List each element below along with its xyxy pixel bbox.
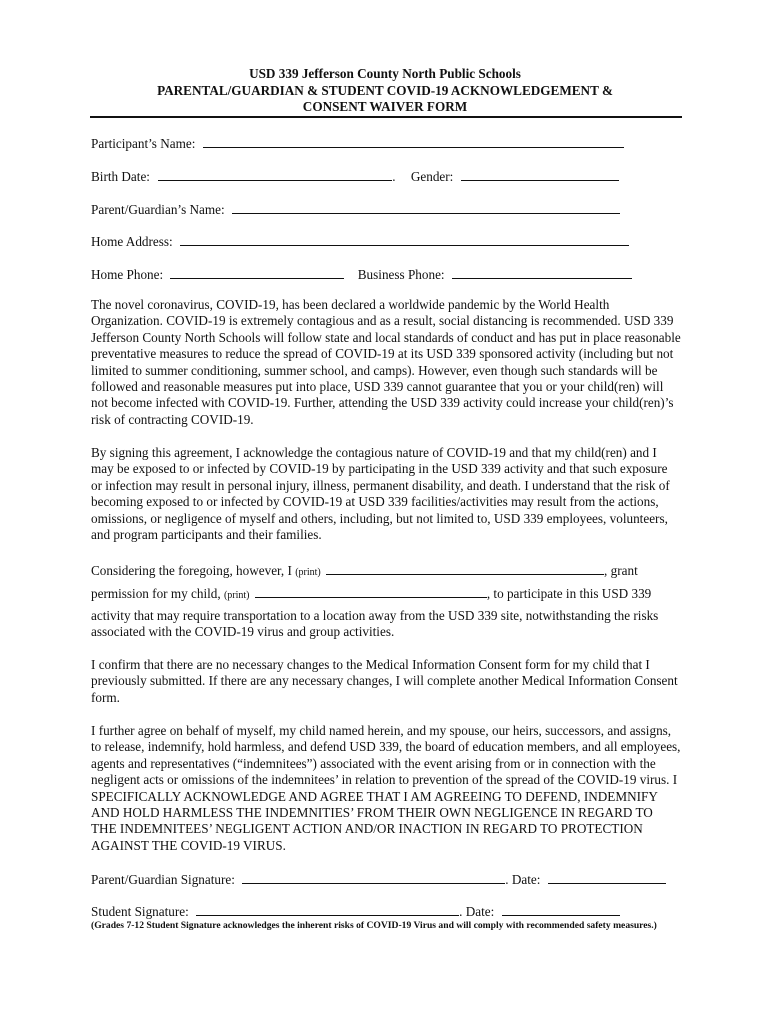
form-title-line-2: CONSENT WAIVER FORM <box>302 99 468 114</box>
participate-text: , to participate in this USD 339 <box>486 586 652 601</box>
parent-date-label: . Date: <box>505 872 541 887</box>
header-divider <box>90 116 682 118</box>
parent-print-name-field[interactable] <box>326 560 604 575</box>
print-label-child: (print) <box>223 590 250 601</box>
acknowledgement-paragraph: By signing this agreement, I acknowledge the contagious nature of COVID-19 and that my child(ren) and I may be exposed to or infected by COVID-19 by participating in the USD 339 activity and that such exposure or infection may result in personal injury, illness, permanent disability, and death. I understand that the risk of becoming exposed to or infected by COVID-19 at USD 339 facilities/activities may result from the actions, omissions, or negligence of myself and others, including, but not limited to, USD 339 employees, volunteers, and program participants and their families. <box>91 445 670 543</box>
student-signature-footnote: (Grades 7-12 Student Signature acknowledges the inherent risks of COVID-19 Virus and will comply with recommended safety measures.) <box>91 920 657 931</box>
home-address-row <box>91 231 629 251</box>
birth-gender-row <box>91 166 619 186</box>
transportation-paragraph: activity that may require transportation to a location away from the USD 339 site, notwithstanding the risks associated with the COVID-19 virus and group activities. <box>91 608 659 640</box>
student-signature-field[interactable] <box>196 901 459 916</box>
parent-date-field[interactable] <box>548 869 666 884</box>
student-signature-row <box>91 901 620 921</box>
child-print-name-field[interactable] <box>255 583 487 598</box>
parent-signature-label: Parent/Guardian Signature: <box>91 872 235 887</box>
district-title: USD 339 Jefferson County North Public Schools <box>249 66 521 81</box>
birth-date-field[interactable] <box>158 166 392 181</box>
pandemic-paragraph: The novel coronavirus, COVID-19, has been declared a worldwide pandemic by the World Health Organization. COVID-19 is extremely contagious and as a result, social distancing is recommended. USD 339 Jefferson County North Schools will follow state and local standards of conduct and has put in place reasonable preventative measures to reduce the spread of COVID-19 at its USD 339 sponsored activity (including but not limited to summer conditioning, summer school, and camps). However, even though such standards will be followed and reasonable measures put into place, USD 339 cannot guarantee that you or your child(ren) will not become infected with COVID-19. Further, attending the USD 339 activity could increase your child(ren)’s risk of contracting COVID-19. <box>91 297 681 427</box>
indemnify-paragraph: I further agree on behalf of myself, my child named herein, and my spouse, our heirs, successors, and assigns, to release, indemnify, hold harmless, and defend USD 339, the board of education members, and all employees, agents and representatives (“indemnitees”) associated with the event arising from or in connection with the negligent acts or omissions of the indemnitees’ in relation to prevention of the spread of the COVID-19 virus. I SPECIFICALLY ACKNOWLEDGE AND AGREE THAT I AM AGREEING TO DEFEND, INDEMNIFY AND HOLD HARMLESS THE INDEMNITIES’ FROM THEIR OWN NEGLIGENCE IN REGARD TO THE INDEMNITEES’ NEGLIGENT ACTION AND/OR INACTION IN REGARD TO PROTECTION AGAINST THE COVID-19 VIRUS. <box>91 723 681 853</box>
student-date-field[interactable] <box>502 901 620 916</box>
gender-field[interactable] <box>461 166 619 181</box>
business-phone-field[interactable] <box>452 264 632 279</box>
form-header <box>90 66 680 116</box>
form-title-line-1: PARENTAL/GUARDIAN & STUDENT COVID-19 ACKNOWLEDGEMENT & <box>157 82 613 98</box>
medical-consent-paragraph: I confirm that there are no necessary changes to the Medical Information Consent form for my child that I previously submitted. If there are any necessary changes, I will complete another Medical Information Consent form. <box>91 657 678 705</box>
grant-text: , grant <box>604 563 638 578</box>
phone-row <box>91 264 632 284</box>
print-label-parent: (print) <box>295 567 321 578</box>
business-phone-label: Business Phone: <box>357 267 445 282</box>
participant-name-row <box>91 133 624 153</box>
parent-name-label: Parent/Guardian’s Name: <box>91 202 225 217</box>
permission-row <box>91 583 651 603</box>
participant-name-field[interactable] <box>203 133 624 148</box>
birth-date-period: . <box>392 169 396 184</box>
student-date-label: . Date: <box>459 904 495 919</box>
home-address-label: Home Address: <box>91 234 173 249</box>
parent-name-row <box>91 199 620 219</box>
considering-text: Considering the foregoing, however, I <box>91 563 292 578</box>
parent-name-field[interactable] <box>232 199 620 214</box>
home-phone-field[interactable] <box>170 264 344 279</box>
birth-date-label: Birth Date: <box>91 169 150 184</box>
permission-text: permission for my child, <box>91 586 221 601</box>
considering-row <box>91 560 638 580</box>
parent-signature-field[interactable] <box>242 869 505 884</box>
parent-signature-row <box>91 869 666 889</box>
home-address-field[interactable] <box>180 231 629 246</box>
gender-label: Gender: <box>410 169 454 184</box>
participant-name-label: Participant’s Name: <box>91 136 196 151</box>
home-phone-label: Home Phone: <box>91 267 164 282</box>
student-signature-label: Student Signature: <box>91 904 189 919</box>
